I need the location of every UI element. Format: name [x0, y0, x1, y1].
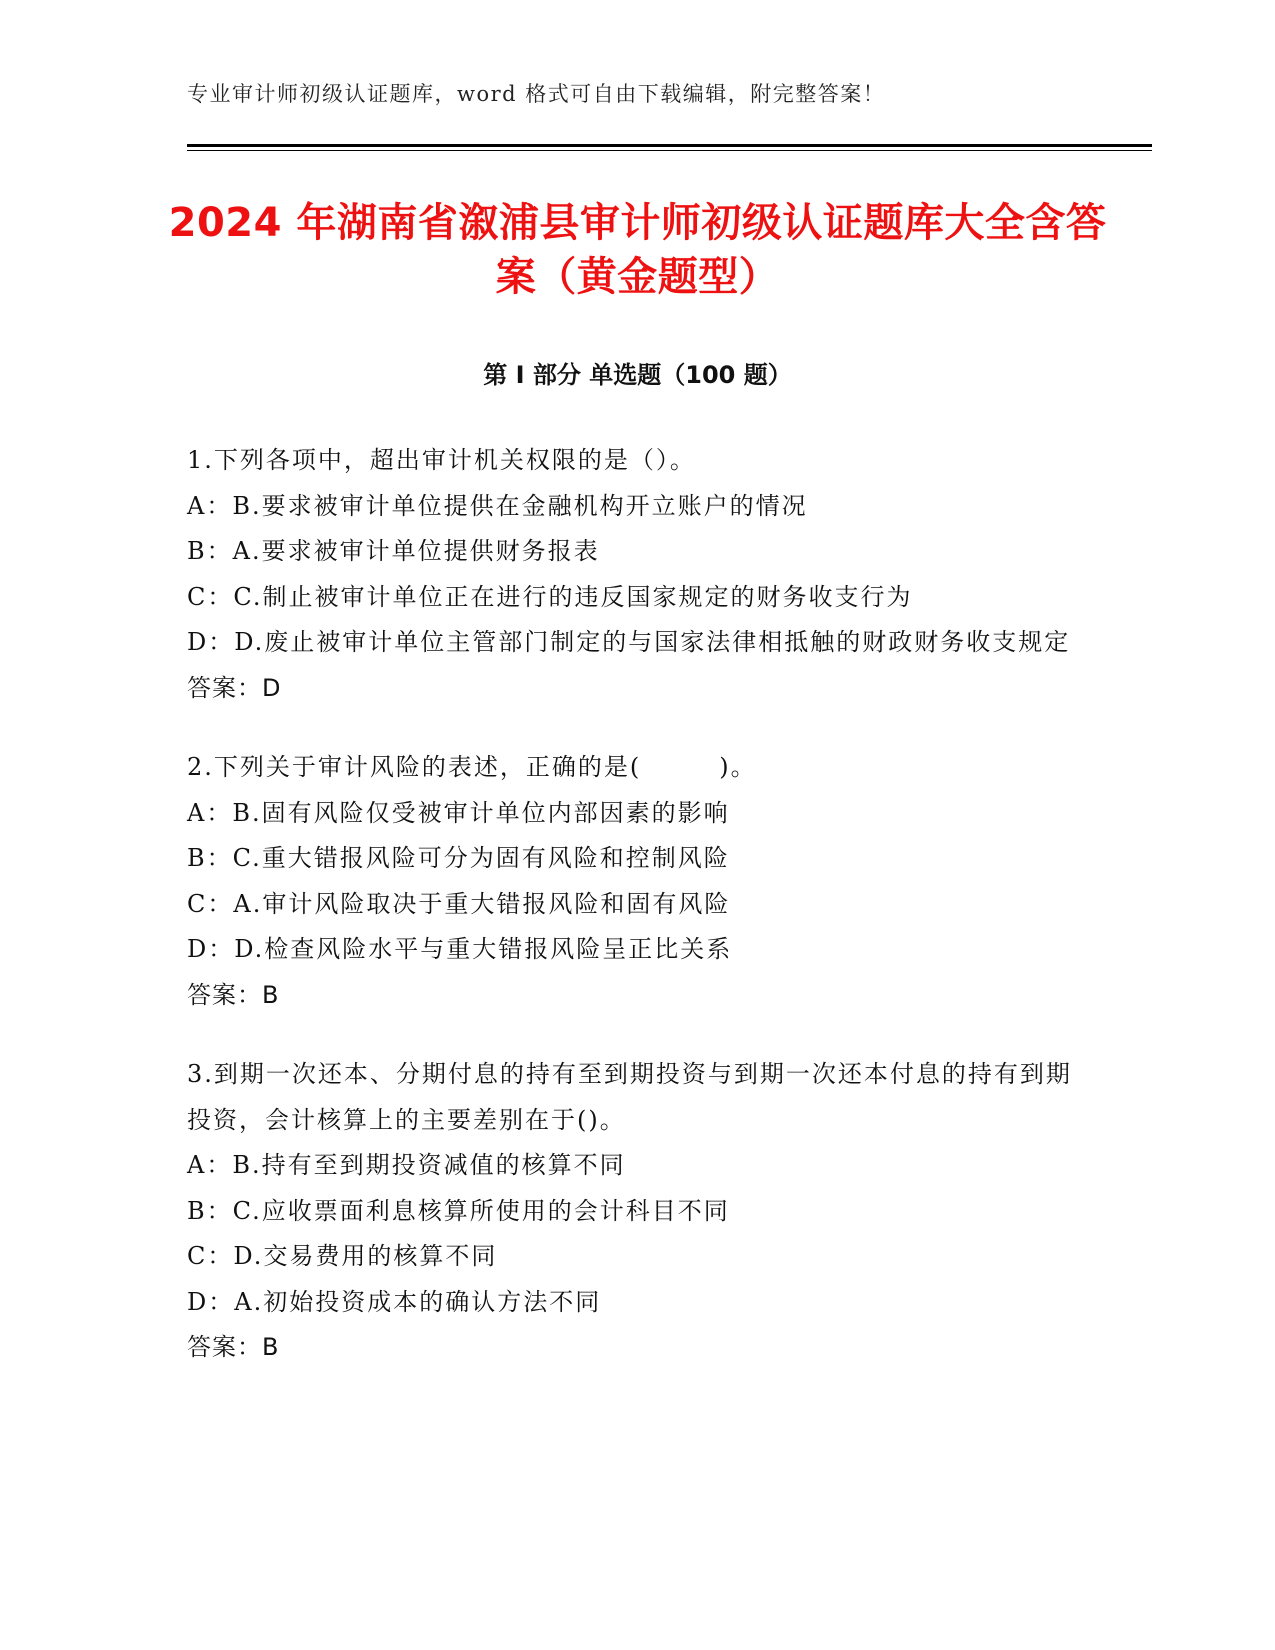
- question-list: [187, 438, 1087, 1405]
- question-stem: 2.下列关于审计风险的表述，正确的是( )。: [187, 753, 757, 781]
- section-title: 第 I 部分 单选题（100 题）: [483, 361, 792, 389]
- answer-line: 答案：B: [187, 1333, 280, 1361]
- question-stem: 1.下列各项中，超出审计机关权限的是（）。: [187, 446, 696, 474]
- header-rule-thin: [187, 150, 1152, 151]
- question-1: [187, 438, 1087, 711]
- answer-line: 答案：D: [187, 673, 282, 702]
- option-b: B：A.要求被审计单位提供财务报表: [187, 537, 600, 565]
- header-note: 专业审计师初级认证题库，word 格式可自由下载编辑，附完整答案！: [187, 82, 886, 106]
- question-2: [187, 745, 1087, 1018]
- option-b: B：C.重大错报风险可分为固有风险和控制风险: [187, 844, 730, 872]
- option-c: C：D.交易费用的核算不同: [187, 1242, 498, 1270]
- option-c: C：C.制止被审计单位正在进行的违反国家规定的财务收支行为: [187, 582, 913, 611]
- option-a: A：B.要求被审计单位提供在金融机构开立账户的情况: [187, 491, 808, 520]
- question-3: [187, 1052, 1087, 1371]
- option-d: D：D.检查风险水平与重大错报风险呈正比关系: [187, 935, 733, 963]
- option-c: C：A.审计风险取决于重大错报风险和固有风险: [187, 889, 731, 918]
- document-title: 2024 年湖南省溆浦县审计师初级认证题库大全含答案（黄金题型）: [168, 200, 1107, 300]
- option-a: A：B.持有至到期投资减值的核算不同: [187, 1151, 626, 1179]
- answer-line: 答案：B: [187, 980, 280, 1009]
- option-b: B：C.应收票面利息核算所使用的会计科目不同: [187, 1196, 730, 1225]
- header-rule-thick: [187, 144, 1152, 147]
- question-stem: 3.到期一次还本、分期付息的持有至到期投资与到期一次还本付息的持有到期投资，会计核算上的主要差别在于()。: [187, 1060, 1072, 1134]
- option-d: D：D.废止被审计单位主管部门制定的与国家法律相抵触的财政财务收支规定: [187, 628, 1071, 656]
- option-d: D：A.初始投资成本的确认方法不同: [187, 1287, 602, 1316]
- option-a: A：B.固有风险仅受被审计单位内部因素的影响: [187, 798, 730, 827]
